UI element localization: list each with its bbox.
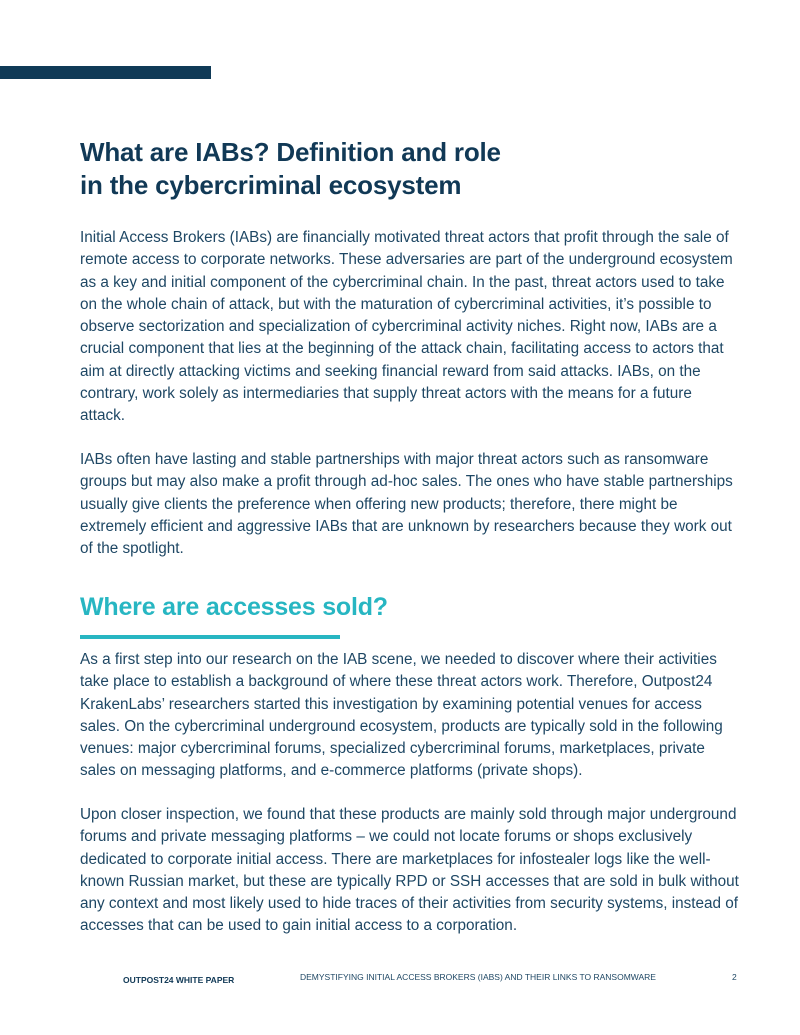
footer-brand: OUTPOST24 WHITE PAPER [123, 975, 235, 985]
footer-document-title: DEMYSTIFYING INITIAL ACCESS BROKERS (IABS) AND THEIR LINKS TO RANSOMWARE [300, 972, 656, 982]
section-heading-underline [80, 635, 340, 639]
section-paragraph-1: As a first step into our research on the IAB scene, we needed to discover where their activities take place to establish a background of where these threat actors work. Therefore, Outpost24 KrakenLabs’ researchers started this investigation by examining potential venues for access sales. On the cybercriminal underground ecosystem, products are typically sold in the following venues: major cybercriminal forums, specialized cybercriminal forums, marketplaces, private sales on messaging platforms, and e-commerce platforms (private shops). [80, 651, 723, 780]
header-accent-bar [0, 66, 211, 79]
intro-paragraph-1: Initial Access Brokers (IABs) are financially motivated threat actors that profit through the sale of remote access to corporate networks. These adversaries are part of the underground ecosystem as a key and initial component of the cybercriminal chain. In the past, threat actors used to take on the whole chain of attack, but with the maturation of cybercriminal activities, it’s possible to observe sectorization and specialization of cybercriminal activity niches. Right now, IABs are a crucial component that lies at the beginning of the attack chain, facilitating access to actors that aim at directly attacking victims and seeking financial reward from said attacks. IABs, on the contrary, work solely as intermediaries that supply threat actors with the means for a future attack. [80, 229, 733, 425]
page-title [80, 136, 720, 202]
section-heading: Where are accesses sold? [80, 593, 388, 621]
page-title-line-2: in the cybercriminal ecosystem [80, 170, 462, 200]
footer-page-number: 2 [732, 972, 737, 982]
page-title-line-1: What are IABs? Definition and role [80, 137, 501, 167]
intro-paragraph-2: IABs often have lasting and stable partnerships with major threat actors such as ransomware groups but may also make a profit through ad-hoc sales. The ones who have stable partnerships usually give clients the preference when offering new products; therefore, there might be extremely efficient and aggressive IABs that are unknown by researchers because they work out of the spotlight. [80, 451, 733, 558]
section-paragraph-2: Upon closer inspection, we found that these products are mainly sold through major underground forums and private messaging platforms – we could not locate forums or shops exclusively dedicated to corporate initial access. There are marketplaces for infostealer logs like the well-known Russian market, but these are typically RPD or SSH accesses that are sold in bulk without any context and most likely used to hide traces of their activities from security systems, instead of accesses that can be used to gain initial access to a corporation. [80, 806, 739, 935]
